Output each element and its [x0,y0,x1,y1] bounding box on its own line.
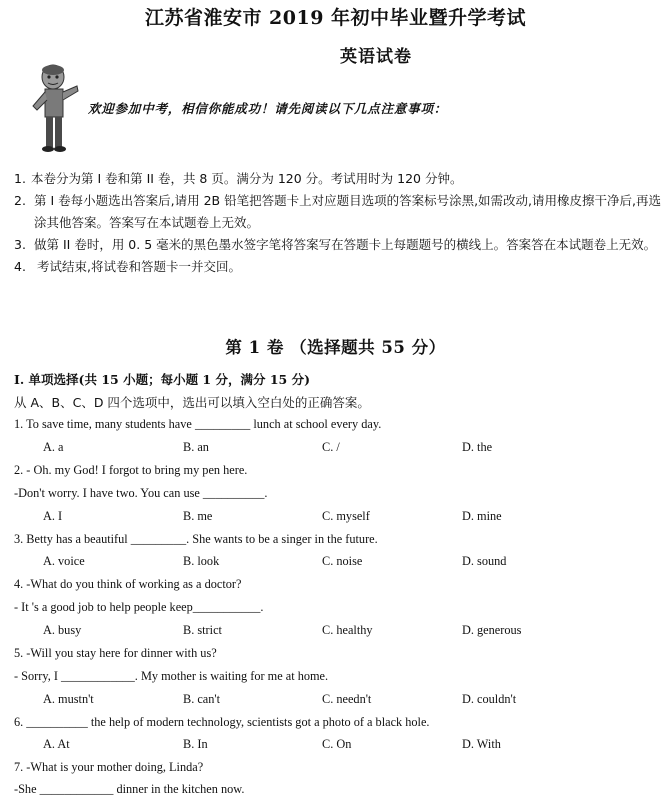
option-c: C. noise [322,554,363,568]
note-item [14,256,666,278]
option-a: A. mustn't [43,692,94,706]
question-stem: 4. -What do you think of working as a doctor? [14,577,242,591]
option-c: C. On [322,737,352,751]
option-a: A. a [43,440,64,454]
option-c: C. healthy [322,623,373,637]
part-heading: I. 单项选择(共 15 小题；每小题 1 分，满分 15 分) [14,372,310,387]
option-a: A. I [43,509,63,523]
note-text: 考试结束,将试卷和答题卡一并交回。 [37,259,241,274]
option-b: B. can't [183,692,221,706]
option-d: D. couldn't [462,692,517,706]
option-d: D. sound [462,554,507,568]
option-d: D. the [462,440,493,454]
note-text: 第 I 卷每小题选出答案后,请用 2B 铅笔把答题卡上对应题目选项的答案标号涂黑,如需改动,请用橡皮擦干净后,再选涂其他答案。答案写在本试题卷上无效。 [34,193,662,230]
welcome-message: 欢迎参加中考，相信你能成功！请先阅读以下几点注意事项： [88,101,448,116]
question-stem: 1. To save time, many students have _________ lunch at school every day. [14,417,382,431]
note-number: 4. [14,259,26,274]
question-stem: -She ____________ dinner in the kitchen now. [14,782,245,796]
note-text: 做第 II 卷时，用 0. 5 毫米的黑色墨水签字笔将答案写在答题卡上每题题号的横线上。答案答在本试题卷上无效。 [34,237,657,252]
option-c: C. / [322,440,340,454]
note-number: 2. [14,193,26,208]
option-d: D. mine [462,509,502,523]
question-stem: - Sorry, I ____________. My mother is waiting for me at home. [14,669,329,683]
note-number: 1. [14,171,26,186]
note-item [14,190,666,234]
option-a: A. At [43,737,70,751]
exam-notes [14,168,666,278]
exam-subtitle: 英语试卷 [340,47,412,67]
option-a: A. busy [43,623,82,637]
note-text: 本卷分为第 I 卷和第 II 卷，共 8 页。满分为 120 分。考试用时为 120 分钟。 [31,171,463,186]
option-b: B. strict [183,623,222,637]
option-c: C. needn't [322,692,372,706]
note-item [14,234,666,256]
option-d: D. generous [462,623,522,637]
part-instruction: 从 A、B、C、D 四个选项中，选出可以填入空白处的正确答案。 [14,395,370,410]
option-d: D. With [462,737,501,751]
option-c: C. myself [322,509,370,523]
option-b: B. look [183,554,220,568]
question-stem: 6. __________ the help of modern technology, scientists got a photo of a black hole. [14,715,430,729]
question-stem: 3. Betty has a beautiful _________. She wants to be a singer in the future. [14,532,378,546]
question-stem: 5. -Will you stay here for dinner with us? [14,646,217,660]
note-number: 3. [14,237,26,252]
option-b: B. me [183,509,213,523]
student-figure-image [25,64,80,154]
note-item [14,168,666,190]
section-title: 第 1 卷 （选择题共 55 分） [225,338,446,357]
option-a: A. voice [43,554,85,568]
question-stem: -Don't worry. I have two. You can use __________. [14,486,268,500]
question-stem: - It 's a good job to help people keep___________. [14,600,264,614]
option-b: B. In [183,737,208,751]
option-b: B. an [183,440,209,454]
question-stem: 2. - Oh. my God! I forgot to bring my pen here. [14,463,248,477]
question-stem: 7. -What is your mother doing, Linda? [14,760,204,774]
exam-title: 江苏省淮安市 2019 年初中毕业暨升学考试 [144,7,527,29]
